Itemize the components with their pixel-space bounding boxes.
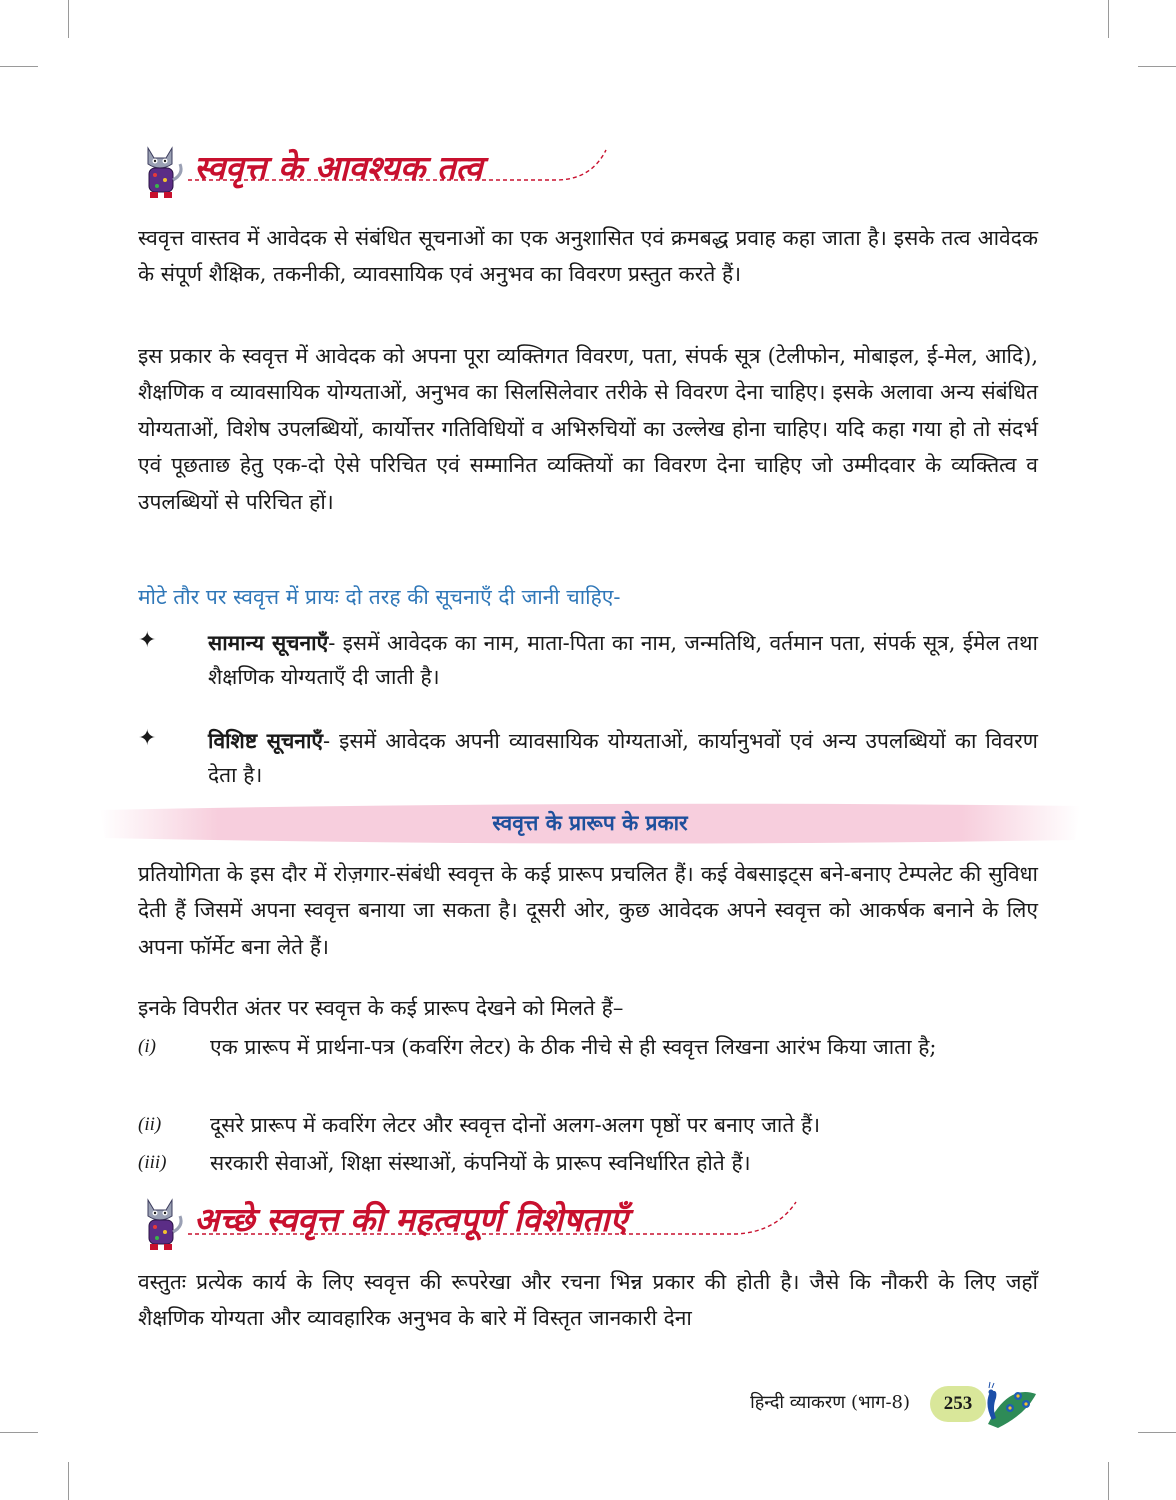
item-text: सरकारी सेवाओं, शिक्षा संस्थाओं, कंपनियों के प्रारूप स्वनिर्धारित होते हैं।: [210, 1151, 751, 1175]
crop-mark: [1108, 1462, 1109, 1500]
page-number: 253: [930, 1386, 986, 1422]
page-footer: [750, 1374, 1060, 1434]
item-number: (iii): [138, 1152, 167, 1173]
dashed-underline: [136, 1192, 836, 1254]
dashed-underline: [136, 140, 836, 202]
crop-mark: [68, 1462, 69, 1500]
section-heading-essential-elements: [136, 140, 836, 202]
intro-line: इनके विपरीत अंतर पर स्ववृत्त के कई प्रारूप देखने को मिलते हैं–: [138, 996, 624, 1020]
crop-mark: [0, 1432, 38, 1433]
star-bullet-icon: ✦: [138, 628, 157, 653]
crop-mark: [1108, 0, 1109, 38]
item-text: दूसरे प्रारूप में कवरिंग लेटर और स्ववृत्त दोनों अलग-अलग पृष्ठों पर बनाए जाते हैं।: [210, 1113, 821, 1137]
item-text: एक प्रारूप में प्रार्थना-पत्र (कवरिंग लेटर) के ठीक नीचे से ही स्ववृत्त लिखना आरंभ किया जाता है;: [210, 1035, 937, 1059]
item-number: (i): [138, 1036, 156, 1057]
heading-text: स्ववृत्त के आवश्यक तत्व: [194, 148, 483, 187]
peacock-icon: [978, 1374, 1038, 1430]
bullet-term: विशिष्ट सूचनाएँ: [208, 728, 324, 753]
bullet-text: - इसमें आवेदक का नाम, माता-पिता का नाम, जन्मतिथि, वर्तमान पता, संपर्क सूत्र, ईमेल तथा शैक्षणिक योग्यताएँ दी जाती है।: [208, 631, 1038, 689]
star-bullet-icon: ✦: [138, 726, 157, 751]
heading-text: अच्छे स्ववृत्त की महत्वपूर्ण विशेषताएँ: [194, 1200, 628, 1239]
bullet-term: सामान्य सूचनाएँ: [208, 630, 329, 655]
paragraph: प्रतियोगिता के इस दौर में रोज़गार-संबंधी स्ववृत्त के कई प्रारूप प्रचलित हैं। कई वेबसाइट्स बने-बनाए टेम्पलेट की सुविधा देती हैं जिसमें अपना स्ववृत्त बनाया जा सकता है। दूसरी ओर, कुछ आवेदक अपने स्ववृत्त को आकर्षक बनाने के लिए अपना फॉर्मेट बना लेते हैं।: [138, 862, 1038, 959]
subheading-text: स्ववृत्त के प्रारूप के प्रकार: [492, 811, 688, 835]
crop-mark: [68, 0, 69, 38]
item-number: (ii): [138, 1114, 162, 1135]
paragraph: स्ववृत्त वास्तव में आवेदक से संबंधित सूचनाओं का एक अनुशासित एवं क्रमबद्ध प्रवाह कहा जाता है। इसके तत्व आवेदक के संपूर्ण शैक्षिक, तकनीकी, व्यावसायिक एवं अनुभव का विवरण प्रस्तुत करते हैं।: [138, 226, 1038, 287]
crop-mark: [1138, 1432, 1176, 1433]
crop-mark: [0, 66, 38, 67]
bullet-text: - इसमें आवेदक अपनी व्यावसायिक योग्यताओं, कार्यानुभवों एवं अन्य उपलब्धियों का विवरण देता है।: [208, 729, 1038, 787]
book-title: हिन्दी व्याकरण (भाग-8): [750, 1392, 910, 1413]
section-heading-good-resume-features: [136, 1192, 836, 1254]
subheading-band: [100, 800, 1080, 846]
paragraph: इस प्रकार के स्ववृत्त में आवेदक को अपना पूरा व्यक्तिगत विवरण, पता, संपर्क सूत्र (टेलीफोन, मोबाइल, ई-मेल, आदि), शैक्षणिक व व्यावसायिक योग्यताओं, अनुभव का सिलसिलेवार तरीके से विवरण देना चाहिए। इसके अलावा अन्य संबंधित योग्यताओं, विशेष उपलब्धियों, कार्योत्तर गतिविधियों व अभिरुचियों का उल्लेख होना चाहिए। यदि कहा गया हो तो संदर्भ एवं पूछताछ हेतु एक-दो ऐसे परिचित एवं सम्मानित व्यक्तियों का विवरण देना चाहिए जो उम्मीदवार के व्यक्तित्व व उपलब्धियों से परिचित हों।: [138, 344, 1038, 514]
intro-line: मोटे तौर पर स्ववृत्त में प्रायः दो तरह की सूचनाएँ दी जानी चाहिए-: [138, 585, 621, 609]
crop-mark: [1138, 66, 1176, 67]
paragraph: वस्तुतः प्रत्येक कार्य के लिए स्ववृत्त की रूपरेखा और रचना भिन्न प्रकार की होती है। जैसे कि नौकरी के लिए जहाँ शैक्षणिक योग्यता और व्यावहारिक अनुभव के बारे में विस्तृत जानकारी देना: [138, 1270, 1038, 1331]
